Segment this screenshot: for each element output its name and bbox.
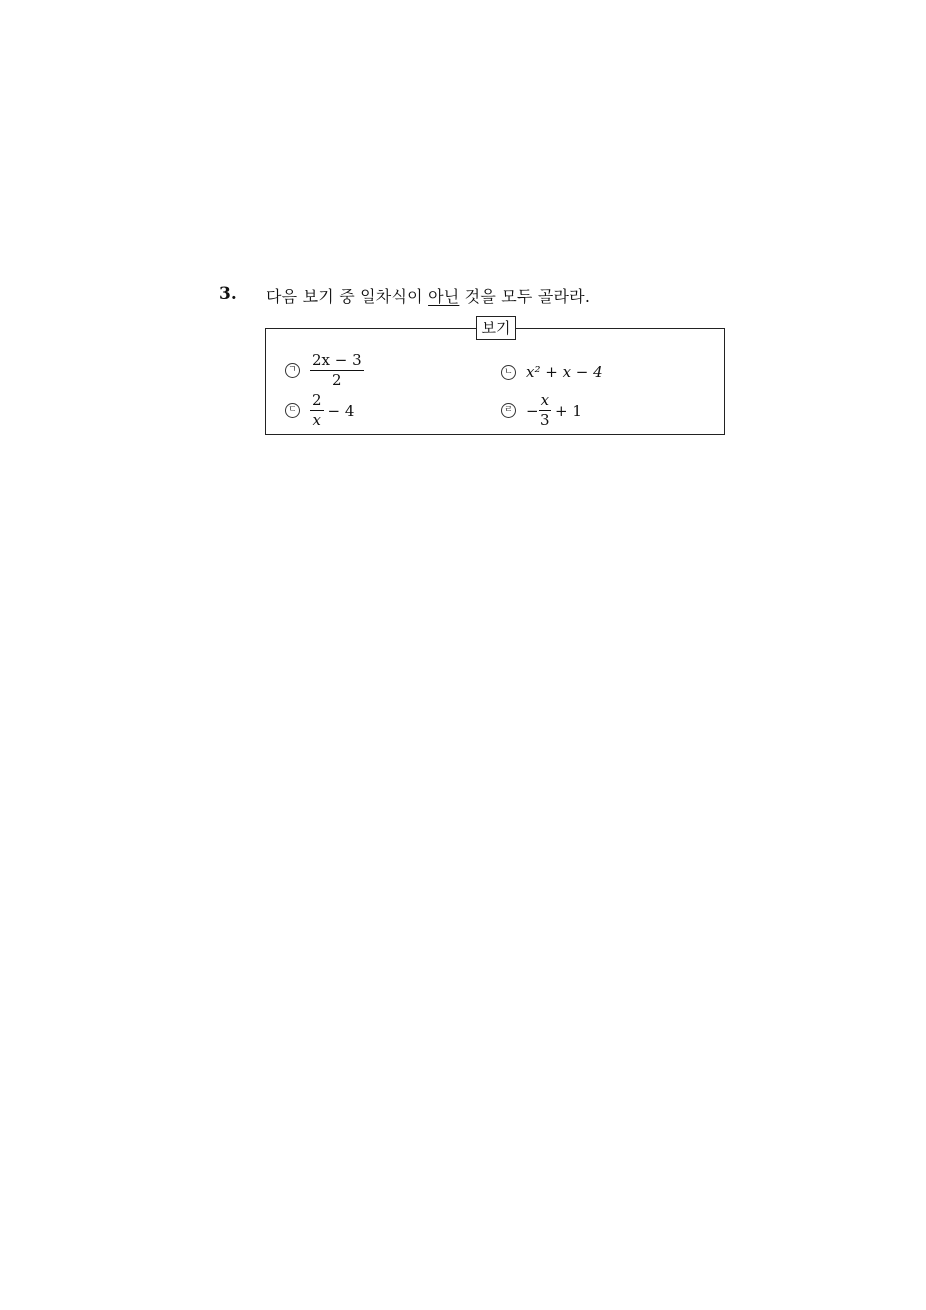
- problem-text-before: 다음 보기 중 일차식이: [266, 287, 429, 306]
- fraction-c: [310, 392, 324, 429]
- problem-number: 3.: [219, 284, 237, 304]
- fraction-d-numerator: x: [540, 391, 550, 409]
- expression-d-suffix: + 1: [555, 401, 582, 420]
- problem-text: [266, 284, 590, 307]
- bogi-item-d: [501, 392, 586, 429]
- fraction-d: [539, 392, 551, 429]
- bogi-title: 보기: [476, 316, 516, 340]
- fraction-a: [310, 352, 364, 389]
- expression-d-prefix: −: [526, 401, 539, 420]
- circled-marker-c: ㄷ: [285, 403, 300, 418]
- expression-c-suffix: − 4: [327, 401, 355, 420]
- fraction-a-denominator: 2: [332, 371, 342, 389]
- bogi-item-a: [285, 352, 364, 389]
- circled-marker-a: ㄱ: [285, 363, 300, 378]
- circled-marker-d: ㄹ: [501, 403, 516, 418]
- bogi-item-c: [285, 392, 358, 429]
- fraction-c-numerator: 2: [312, 391, 322, 409]
- fraction-a-numerator: 2x − 3: [312, 351, 362, 369]
- fraction-d-denominator: 3: [540, 411, 550, 429]
- problem-text-underlined: 아닌: [428, 287, 460, 306]
- bogi-item-b: [501, 363, 603, 381]
- circled-marker-b: ㄴ: [501, 365, 516, 380]
- expression-b: x² + x − 4: [526, 363, 603, 381]
- problem-text-after: 것을 모두 골라라.: [459, 287, 591, 306]
- fraction-c-denominator: x: [312, 411, 321, 429]
